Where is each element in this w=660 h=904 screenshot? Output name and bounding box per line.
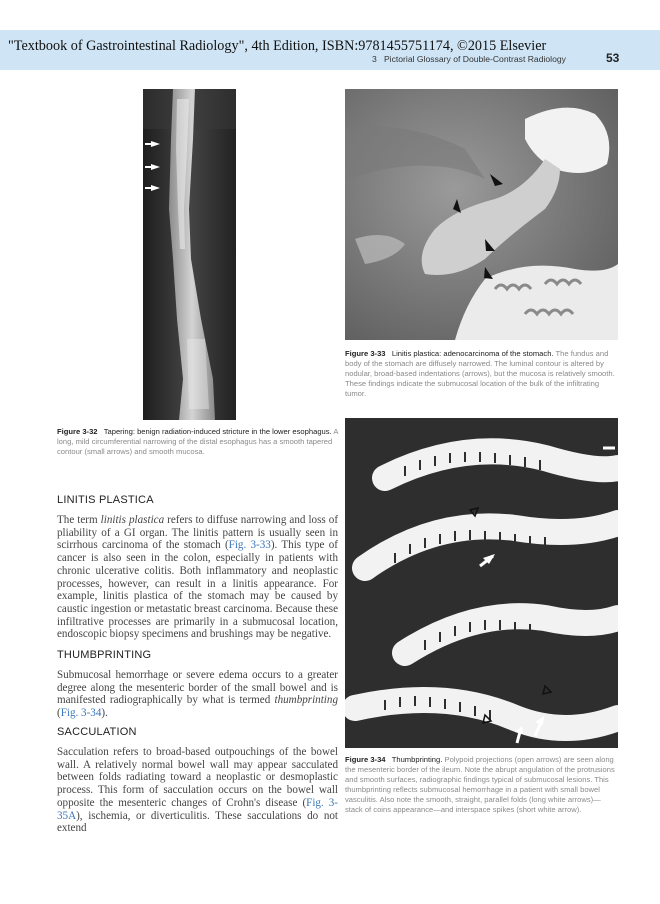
page-number: 53 <box>606 51 620 65</box>
linitis-plastica-paragraph: The term linitis plastica refers to diffuse narrowing and loss of pliability of a GI organ. The linitis pattern is usually seen in scirrhous carcinoma of the stomach (Fig. 3-33). This type of cancer is also seen in the colon, especially in patients with chronic ulcerative colitis. Both inflammatory and neoplastic processes, however, can result in a linitis appearance. For example, linitis plastica of the stomach may be caused by caustic ingestion or metastatic breast carcinoma. Because these infiltrative processes are primarily in a submucosal location, endoscopic biopsy specimens and brushings may be negative. <box>57 514 339 641</box>
figure-link-3-34[interactable]: Fig. 3-34 <box>60 707 102 720</box>
figure-label: Figure 3-34 <box>345 755 386 764</box>
figure-title: Tapering: benign radiation-induced stricture in the lower esophagus. <box>103 427 332 436</box>
figure-3-33-image <box>345 89 618 340</box>
figure-label: Figure 3-33 <box>345 349 386 358</box>
figure-title: Linitis plastica: adenocarcinoma of the stomach. <box>391 349 554 358</box>
term-linitis-plastica: linitis plastica <box>100 514 165 526</box>
section-heading-sacculation: SACCULATION <box>57 726 137 738</box>
running-head <box>372 54 566 64</box>
figure-text: A long, mild circumferential narrowing of the distal esophagus has a smooth tapered contour (small arrows) and smooth mucosa. <box>57 427 339 456</box>
chapter-number: 3 <box>372 54 377 64</box>
section-heading-linitis-plastica: LINITIS PLASTICA <box>57 494 154 506</box>
figure-3-32-image <box>143 89 236 420</box>
section-heading-thumbprinting: THUMBPRINTING <box>57 649 152 661</box>
figure-link-3-33[interactable]: Fig. 3-33 <box>228 539 271 552</box>
thumbprinting-paragraph: Submucosal hemorrhage or severe edema occurs to a greater degree along the mesenteric border of the small bowel and is manifested radiographically by what is termed thumbprinting (Fig. 3-34). <box>57 669 338 720</box>
figure-3-33-caption <box>345 349 618 399</box>
figure-3-34-caption <box>345 755 618 814</box>
book-citation: "Textbook of Gastrointestinal Radiology", 4th Edition, ISBN:9781455751174, ©2015 Elsevier <box>8 38 547 54</box>
figure-3-32-caption <box>57 427 339 457</box>
term-thumbprinting: thumbprinting <box>274 694 338 707</box>
figure-text: Polypoid projections (open arrows) are seen along the mesenteric border of the ileum. Note the abrupt angulation of the protrusions and smooth surfaces, radiographic findings typical of submucosal lesions. This thumbprinting reflects submucosal hemorrhage in a patient with small bowel vasculitis. Also note the smooth, straight, parallel folds (long white arrows)—stack of coins appearance—and interspace spikes (short white arrow). <box>345 755 615 814</box>
figure-3-34-image <box>345 418 618 748</box>
figure-text: The fundus and body of the stomach are diffusely narrowed. The luminal contour is altered by nodular, broad-based indentations (arrows), but the mucosa is relatively smooth. These findings indicate the submucosal location of the bulk of the infiltrating tumor. <box>345 349 615 398</box>
figure-link-3-35a[interactable]: Fig. 3-35A <box>57 796 338 822</box>
figure-label: Figure 3-32 <box>57 427 98 436</box>
figure-title: Thumbprinting. <box>391 755 443 764</box>
watermark-banner <box>0 30 660 70</box>
sacculation-paragraph: Sacculation refers to broad-based outpouchings of the bowel wall. A relatively normal bowel wall may appear sacculated between folds radiating toward a neoplastic or desmoplastic process. This form of sacculation occurs on the bowel wall opposite the mesenteric changes of Crohn's disease (Fig. 3-35A), ischemia, or diverticulitis. These sacculations do not extend <box>57 746 338 835</box>
chapter-title: Pictorial Glossary of Double-Contrast Radiology <box>383 54 566 64</box>
